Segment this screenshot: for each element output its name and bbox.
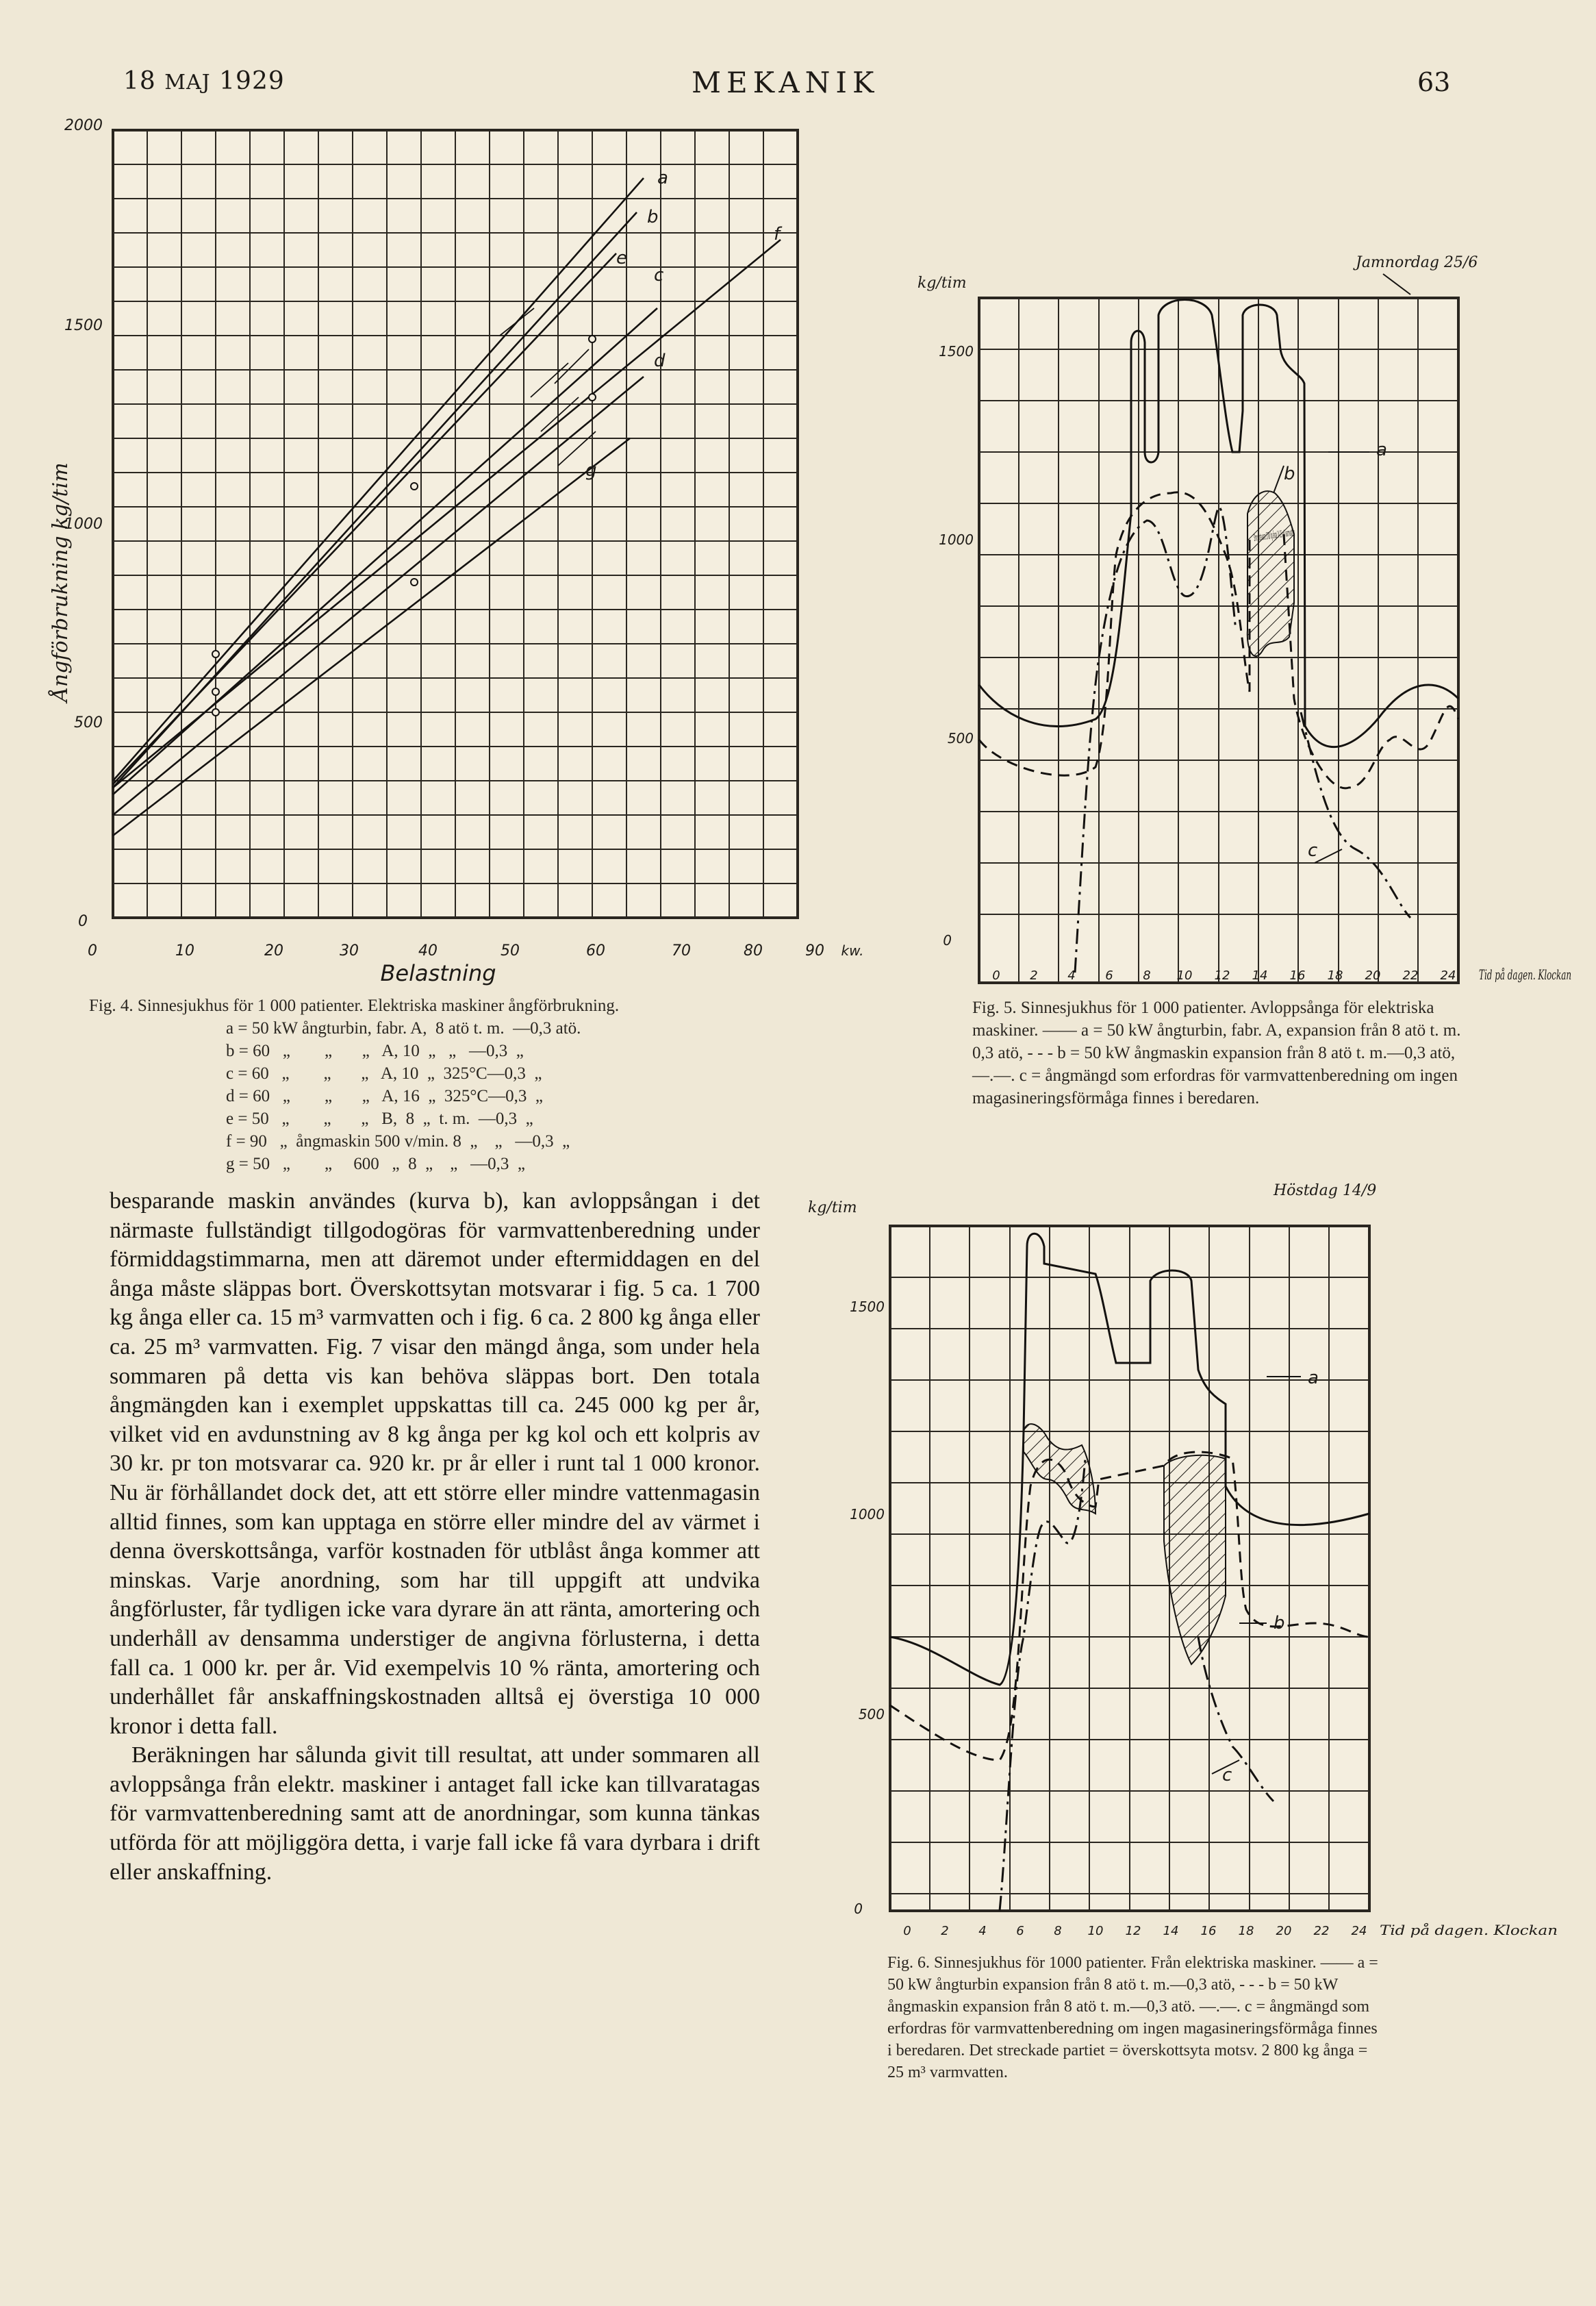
fig4-point (411, 483, 418, 490)
page-number: 63 (1417, 67, 1451, 97)
fig6-y-unit: kg/tim (808, 1199, 857, 1216)
fig4-curve-label: a (657, 168, 668, 188)
fig4-caption (89, 994, 863, 1175)
fig6-x-tick: 14 (1163, 1924, 1179, 1938)
fig6-x-tick: 10 (1087, 1924, 1104, 1938)
fig4-caption-title: Fig. 4. Sinnesjukhus för 1 000 patienter. Elektriska maskiner ångförbrukning. (89, 997, 620, 1015)
body-paragraph: Beräkningen har sålunda givit till resultat, att under sommaren all avloppsånga från elektr. maskiner i antaget fall icke kan tillvaratagas för varmvattenberedning samt att de anordningar, som kunna tänkas utförda för att möjliggöra detta, i varje fall icke få vara dyrbara i drift eller anskaffning. (110, 1742, 760, 1885)
fig5-y-tick: 1000 (939, 531, 974, 548)
fig4-y-tick: 2000 (64, 117, 103, 134)
fig4-curve-label: f (774, 224, 781, 245)
fig6-x-tick: 22 (1313, 1924, 1330, 1938)
fig5-x-tick: 14 (1252, 968, 1268, 983)
fig5-x-label: Tid på dagen. Klockan (1479, 966, 1571, 983)
fig5-x-tick: 12 (1214, 968, 1230, 983)
fig4-x-tick: 60 (586, 942, 605, 960)
fig4-point (411, 579, 418, 586)
fig6-x-tick: 20 (1276, 1924, 1292, 1938)
header-day: 18 (123, 67, 156, 95)
fig4-x-tick: 40 (418, 942, 438, 960)
fig5-x-tick: 8 (1143, 968, 1151, 983)
fig4-y-tick: 0 (78, 913, 88, 930)
fig6-x-tick: 2 (941, 1924, 949, 1938)
body-paragraph: besparande maskin användes (kurva b), kan avloppsångan i det närmaste fullständigt tillgodogöras för varmvattenberedning under förmiddagstimmarna, men att däremot under eftermiddagen en del ånga måste släppas bort. Överskottsytan motsvarar i fig. 5 ca. 1 700 kg ånga eller ca. 15 m³ varmvatten och i fig. 6 ca. 2 800 kg ånga eller ca. 25 m³ varmvatten. Fig. 7 visar den mängd ånga, som under hela sommaren på detta vis kan behöva släppas bort. Den totala ångmängden kan i exemplet uppskattas till ca. 245 000 kg per år, vilket vid en avdunstning av 8 kg ånga per kg kol och ett kolpris av 30 kr. pr ton motsvarar ca. 920 kr. pr år eller i runt tal 1 000 kronor. Nu är förhållandet dock det, att ett större eller mindre vattenmagasin alltid finnes, som kan upptaga en större eller mindre del av värmet i denna överskottsånga, varför kostnaden för utblåst ånga kommer att minskas. Varje anordning, som har till uppgift att undvika ångförluster, får tydligen icke vara dyrare än att ränta, amortering och underhåll av densamma understiger de angivna förlusterna, i detta fall ca. 1 000 kr. per år. Vid exempelvis 10 % ränta, amortering och underhållet får anskaffningskostnaden alltså ej överstiga 10 000 kronor i detta fall. (110, 1188, 760, 1739)
fig4-x-unit: kw. (841, 942, 864, 959)
fig4-point (589, 394, 596, 401)
header-month: MAJ (164, 71, 211, 95)
fig6-x-tick: 16 (1200, 1924, 1217, 1938)
fig5-caption: Fig. 5. Sinnesjukhus för 1 000 patienter. Avloppsånga för elektriska maskiner. —— a = 50 kW ångturbin, fabr. A, expansion från 8 atö t. m. 0,3 atö, - - - b = 50 kW ångmaskin expansion från 8 atö t. m.—0,3 atö, —.—. c = ångmängd som erfordras för varmvattenberedning om ingen magasineringsförmåga finnes i beredaren. (972, 999, 1461, 1107)
fig6-y-tick: 1000 (850, 1506, 885, 1522)
fig5-x-tick: 6 (1105, 968, 1113, 983)
fig6-y-tick: 1500 (850, 1299, 885, 1315)
fig6-x-tick: 12 (1125, 1924, 1141, 1938)
fig4-point (212, 709, 219, 716)
fig5-x-tick: 20 (1365, 968, 1381, 983)
fig4-x-tick: 10 (175, 942, 194, 960)
fig6-curve-label: a (1308, 1368, 1319, 1388)
fig5-y-tick: 0 (943, 932, 952, 949)
fig4-curve-label: c (654, 265, 664, 286)
fig5-y-unit: kg/tim (917, 275, 967, 292)
fig5-chart (890, 247, 1575, 993)
fig4-caption-row: d = 60 „ „ „ A, 16 „ 325°C—0,3 „ (226, 1087, 543, 1105)
fig4-point (589, 336, 596, 342)
fig5-x-tick: 10 (1176, 968, 1193, 983)
fig6-x-tick: 0 (903, 1924, 911, 1938)
fig5-date-note: Jamnordag 25/6 (1356, 254, 1478, 271)
fig5-curve-label: c (1308, 840, 1318, 861)
fig6-y-tick: 0 (854, 1901, 863, 1917)
fig6-caption: Fig. 6. Sinnesjukhus för 1000 patienter. Från elektriska maskiner. —— a = 50 kW ångturbin expansion från 8 atö t. m.—0,3 atö, - - - b = 50 kW ångmaskin expansion från 8 atö t. m.—0,3 atö. —.—. c = ångmängd som erfordras för varmvattenberedning om ingen magasineringsförmåga finnes i beredaren. Det streckade partiet = överskottsyta motsv. 2 800 kg ånga = 25 m³ varmvatten. (887, 1954, 1378, 2081)
fig4-curve-label: e (616, 248, 627, 268)
journal-title: MEKANIK (692, 66, 880, 99)
fig4-caption-row: e = 50 „ „ „ B, 8 „ t. m. —0,3 „ (226, 1110, 533, 1128)
fig4-caption-row: f = 90 „ ångmaskin 500 v/min. 8 „ „ —0,3 „ (226, 1132, 570, 1151)
fig5-x-tick: 18 (1327, 968, 1343, 983)
fig5-curve-label: a (1376, 440, 1387, 460)
fig6-x-tick: 18 (1238, 1924, 1254, 1938)
fig6-x-tick: 24 (1351, 1924, 1367, 1938)
header-year: 1929 (219, 67, 285, 95)
fig5-x-tick: 0 (992, 968, 1000, 983)
fig4-caption-row: b = 60 „ „ „ A, 10 „ „ —0,3 „ (226, 1042, 524, 1060)
fig4-x-tick: 70 (672, 942, 691, 960)
fig4-caption-row: a = 50 kW ångturbin, fabr. A, 8 atö t. m. —0,3 atö. (226, 1019, 581, 1038)
fig6-grid (890, 1226, 1369, 1911)
fig6-curve-label: b (1274, 1613, 1285, 1633)
fig6-date-note: Höstdag 14/9 (1274, 1182, 1377, 1199)
fig4-y-tick: 1000 (64, 516, 103, 533)
fig4-x-tick: 0 (88, 942, 97, 960)
fig5-x-tick: 16 (1289, 968, 1306, 983)
fig4-curve-label: d (654, 351, 666, 371)
fig4-x-tick: 90 (805, 942, 824, 960)
fig4-point (212, 651, 219, 657)
fig5-curve-label: b (1284, 464, 1295, 484)
fig6-chart (794, 1157, 1561, 1945)
fig6-x-tick: 4 (978, 1924, 987, 1938)
fig5-x-tick: 22 (1402, 968, 1419, 983)
fig4-grid (113, 130, 798, 918)
fig4-y-tick: 500 (74, 714, 103, 731)
fig4-point (212, 688, 219, 695)
header-date (123, 67, 285, 95)
fig4-y-tick: 1500 (64, 317, 103, 334)
fig4-x-label: Belastning (380, 960, 496, 986)
fig4-x-tick: 50 (501, 942, 520, 960)
fig4-chart (48, 110, 864, 993)
fig4-curve-label: g (585, 460, 597, 481)
fig4-curve-label: b (647, 207, 659, 227)
fig6-curve-label: c (1222, 1765, 1232, 1785)
fig5-y-tick: 1500 (939, 343, 974, 360)
fig4-caption-row: c = 60 „ „ „ A, 10 „ 325°C—0,3 „ (226, 1064, 542, 1083)
fig6-y-tick: 500 (858, 1706, 885, 1722)
fig4-x-tick: 80 (744, 942, 763, 960)
fig5-x-tick: 24 (1440, 968, 1456, 983)
article-body (110, 1187, 760, 1887)
fig4-caption-row: g = 50 „ „ 600 „ 8 „ „ —0,3 „ (226, 1155, 525, 1173)
fig4-y-label: Ångförbrukning kg/tim (49, 462, 73, 702)
fig6-x-tick: 8 (1054, 1924, 1062, 1938)
fig6-x-label: Tid på dagen. Klockan (1380, 1922, 1558, 1938)
fig4-x-tick: 20 (264, 942, 283, 960)
fig5-x-tick: 4 (1067, 968, 1076, 983)
fig5-x-axis (890, 921, 1575, 997)
fig4-x-tick: 30 (340, 942, 359, 960)
fig6-x-tick: 6 (1016, 1924, 1024, 1938)
fig5-y-tick: 500 (947, 730, 974, 747)
fig5-x-tick: 2 (1030, 968, 1038, 983)
